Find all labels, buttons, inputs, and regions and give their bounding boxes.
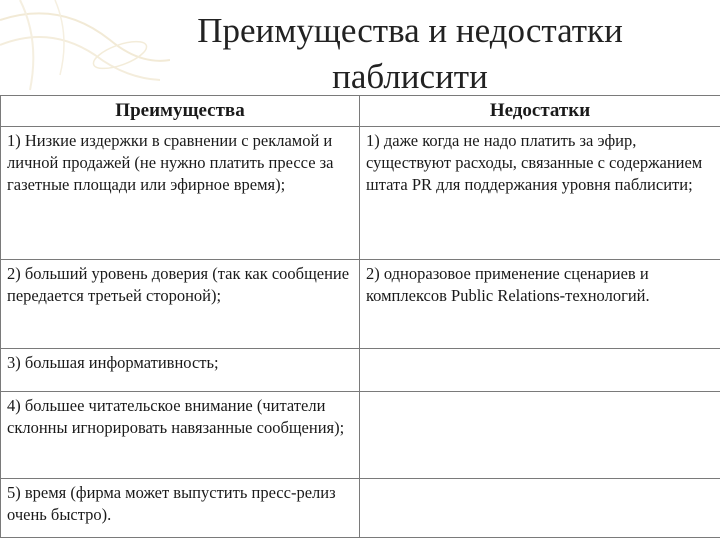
table-row bbox=[1, 479, 720, 538]
header-advantages: Преимущества bbox=[1, 96, 360, 127]
table-row bbox=[1, 392, 720, 479]
disadvantage-cell: 1) даже когда не надо платить за эфир, существуют расходы, связанные с содержанием штата PR для поддержания уровня паблисити; bbox=[360, 127, 720, 260]
advantage-cell: 4) большее читательское внимание (читатели склонны игнорировать навязанные сообщения); bbox=[1, 392, 360, 479]
disadvantage-cell bbox=[360, 479, 720, 538]
disadvantage-cell bbox=[360, 349, 720, 392]
advantage-cell: 3) большая информативность; bbox=[1, 349, 360, 392]
table-row bbox=[1, 260, 720, 349]
table-row bbox=[1, 127, 720, 260]
header-disadvantages: Недостатки bbox=[360, 96, 720, 127]
corner-ornament-graphic bbox=[0, 0, 170, 110]
advantage-cell: 1) Низкие издержки в сравнении с рекламой и личной продажей (не нужно платить прессе за газетные площади или эфирное время); bbox=[1, 127, 360, 260]
advantage-cell: 5) время (фирма может выпустить пресс-релиз очень быстро). bbox=[1, 479, 360, 538]
disadvantage-cell: 2) одноразовое применение сценариев и комплексов Public Relations-технологий. bbox=[360, 260, 720, 349]
disadvantage-cell bbox=[360, 392, 720, 479]
table-row bbox=[1, 349, 720, 392]
table-header-row bbox=[1, 96, 720, 127]
advantage-cell: 2) больший уровень доверия (так как сообщение передается третьей стороной); bbox=[1, 260, 360, 349]
slide-title: Преимущества и недостатки паблисити bbox=[197, 11, 623, 96]
comparison-table bbox=[0, 95, 720, 538]
